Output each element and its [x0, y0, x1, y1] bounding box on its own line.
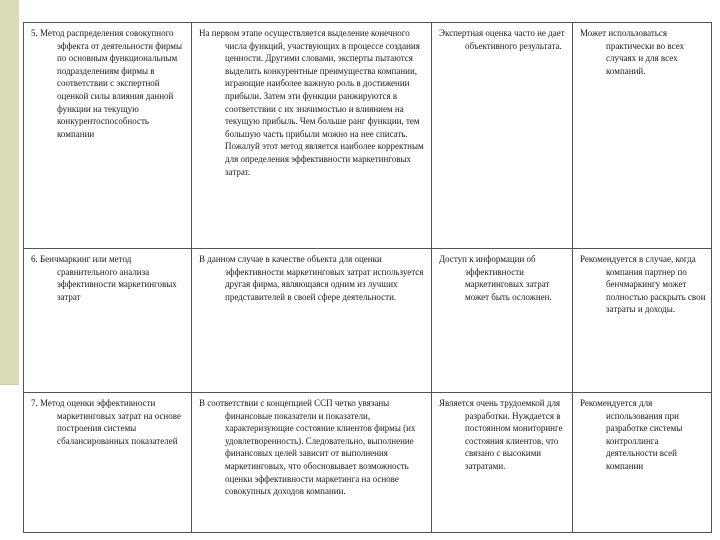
disadvantages-cell: [432, 249, 573, 393]
description-cell: [192, 393, 432, 533]
application-text: Может использоваться практически во всех случаях и для всех компаний.: [580, 28, 685, 76]
application-cell: [573, 23, 712, 249]
method-text: 6. Бенчмаркинг или метод сравнительного анализа эффективности маркетинговых затрат: [31, 254, 177, 302]
disadvantages-text: Является очень трудоемкой для разработки. Нуждается в постоянном мониторинге состояния клиентов, что связано с высокими затратами.: [439, 398, 563, 471]
method-cell: [24, 249, 192, 393]
disadvantages-cell: [432, 393, 573, 533]
application-text: Рекомендуется для использования при разработке системы контроллинга деятельности всей компании: [580, 398, 683, 471]
description-text: На первом этапе осуществляется выделение конечного числа функций, участвующих в процессе создания ценности. Другими словами, эксперты пытаются выделить конкурентные преимущества компании, играющие наиболее важную роль в достижении прибыли. Затем эти функции ранжируются в соответствии с их значимостью и влиянием на текущую прибыль. Чем больше ранг функции, тем большую часть прибыли можно на нее списать. Пожалуй этот метод является наиболее корректным для определения эффективности маркетинговых затрат.: [199, 28, 424, 177]
slide-left-accent-rule: [0, 384, 19, 385]
table-row: [24, 23, 712, 249]
description-cell: [192, 249, 432, 393]
description-text: В соответствии с концепцией ССП четко увязаны финансовые показатели и показатели, характеризующие состояние клиентов фирмы (их удовлетворенность). Следовательно, выполнение финансовых целей зависит от выполнения маркетинговых, что обосновывает возможность оценки эффективности маркетинга на основе совокупных доходов компании.: [199, 398, 416, 497]
disadvantages-text: Доступ к информации об эффективности маркетинговых затрат может быть осложнен.: [439, 254, 552, 302]
methods-table: [23, 22, 712, 533]
table-row: [24, 393, 712, 533]
method-text: 5. Метод распределения совокупного эффекта от деятельности фирмы по основным функциональным подразделениям фирмы в соответствии с экспертной оценкой силы влияния данной функции на текущую конкурентоспособность компании: [31, 28, 183, 139]
disadvantages-cell: [432, 23, 573, 249]
method-cell: [24, 23, 192, 249]
description-text: В данном случае в качестве объекта для оценки эффективности маркетинговых затрат используется другая фирма, являющаяся одним из лучших представителей в своей сфере деятельности.: [199, 254, 424, 302]
application-text: Рекомендуется в случае, когда компания партнер по бенчмаркингу может полностью раскрыть свои затраты и доходы.: [580, 254, 706, 315]
slide-left-accent-bar: [0, 0, 19, 384]
description-cell: [192, 23, 432, 249]
method-cell: [24, 393, 192, 533]
method-text: 7. Метод оценки эффективности маркетинговых затрат на основе построения системы сбалансированных показателей: [31, 398, 181, 446]
table-row: [24, 249, 712, 393]
application-cell: [573, 393, 712, 533]
disadvantages-text: Экспертная оценка часто не дает объективного результата.: [439, 28, 565, 51]
application-cell: [573, 249, 712, 393]
